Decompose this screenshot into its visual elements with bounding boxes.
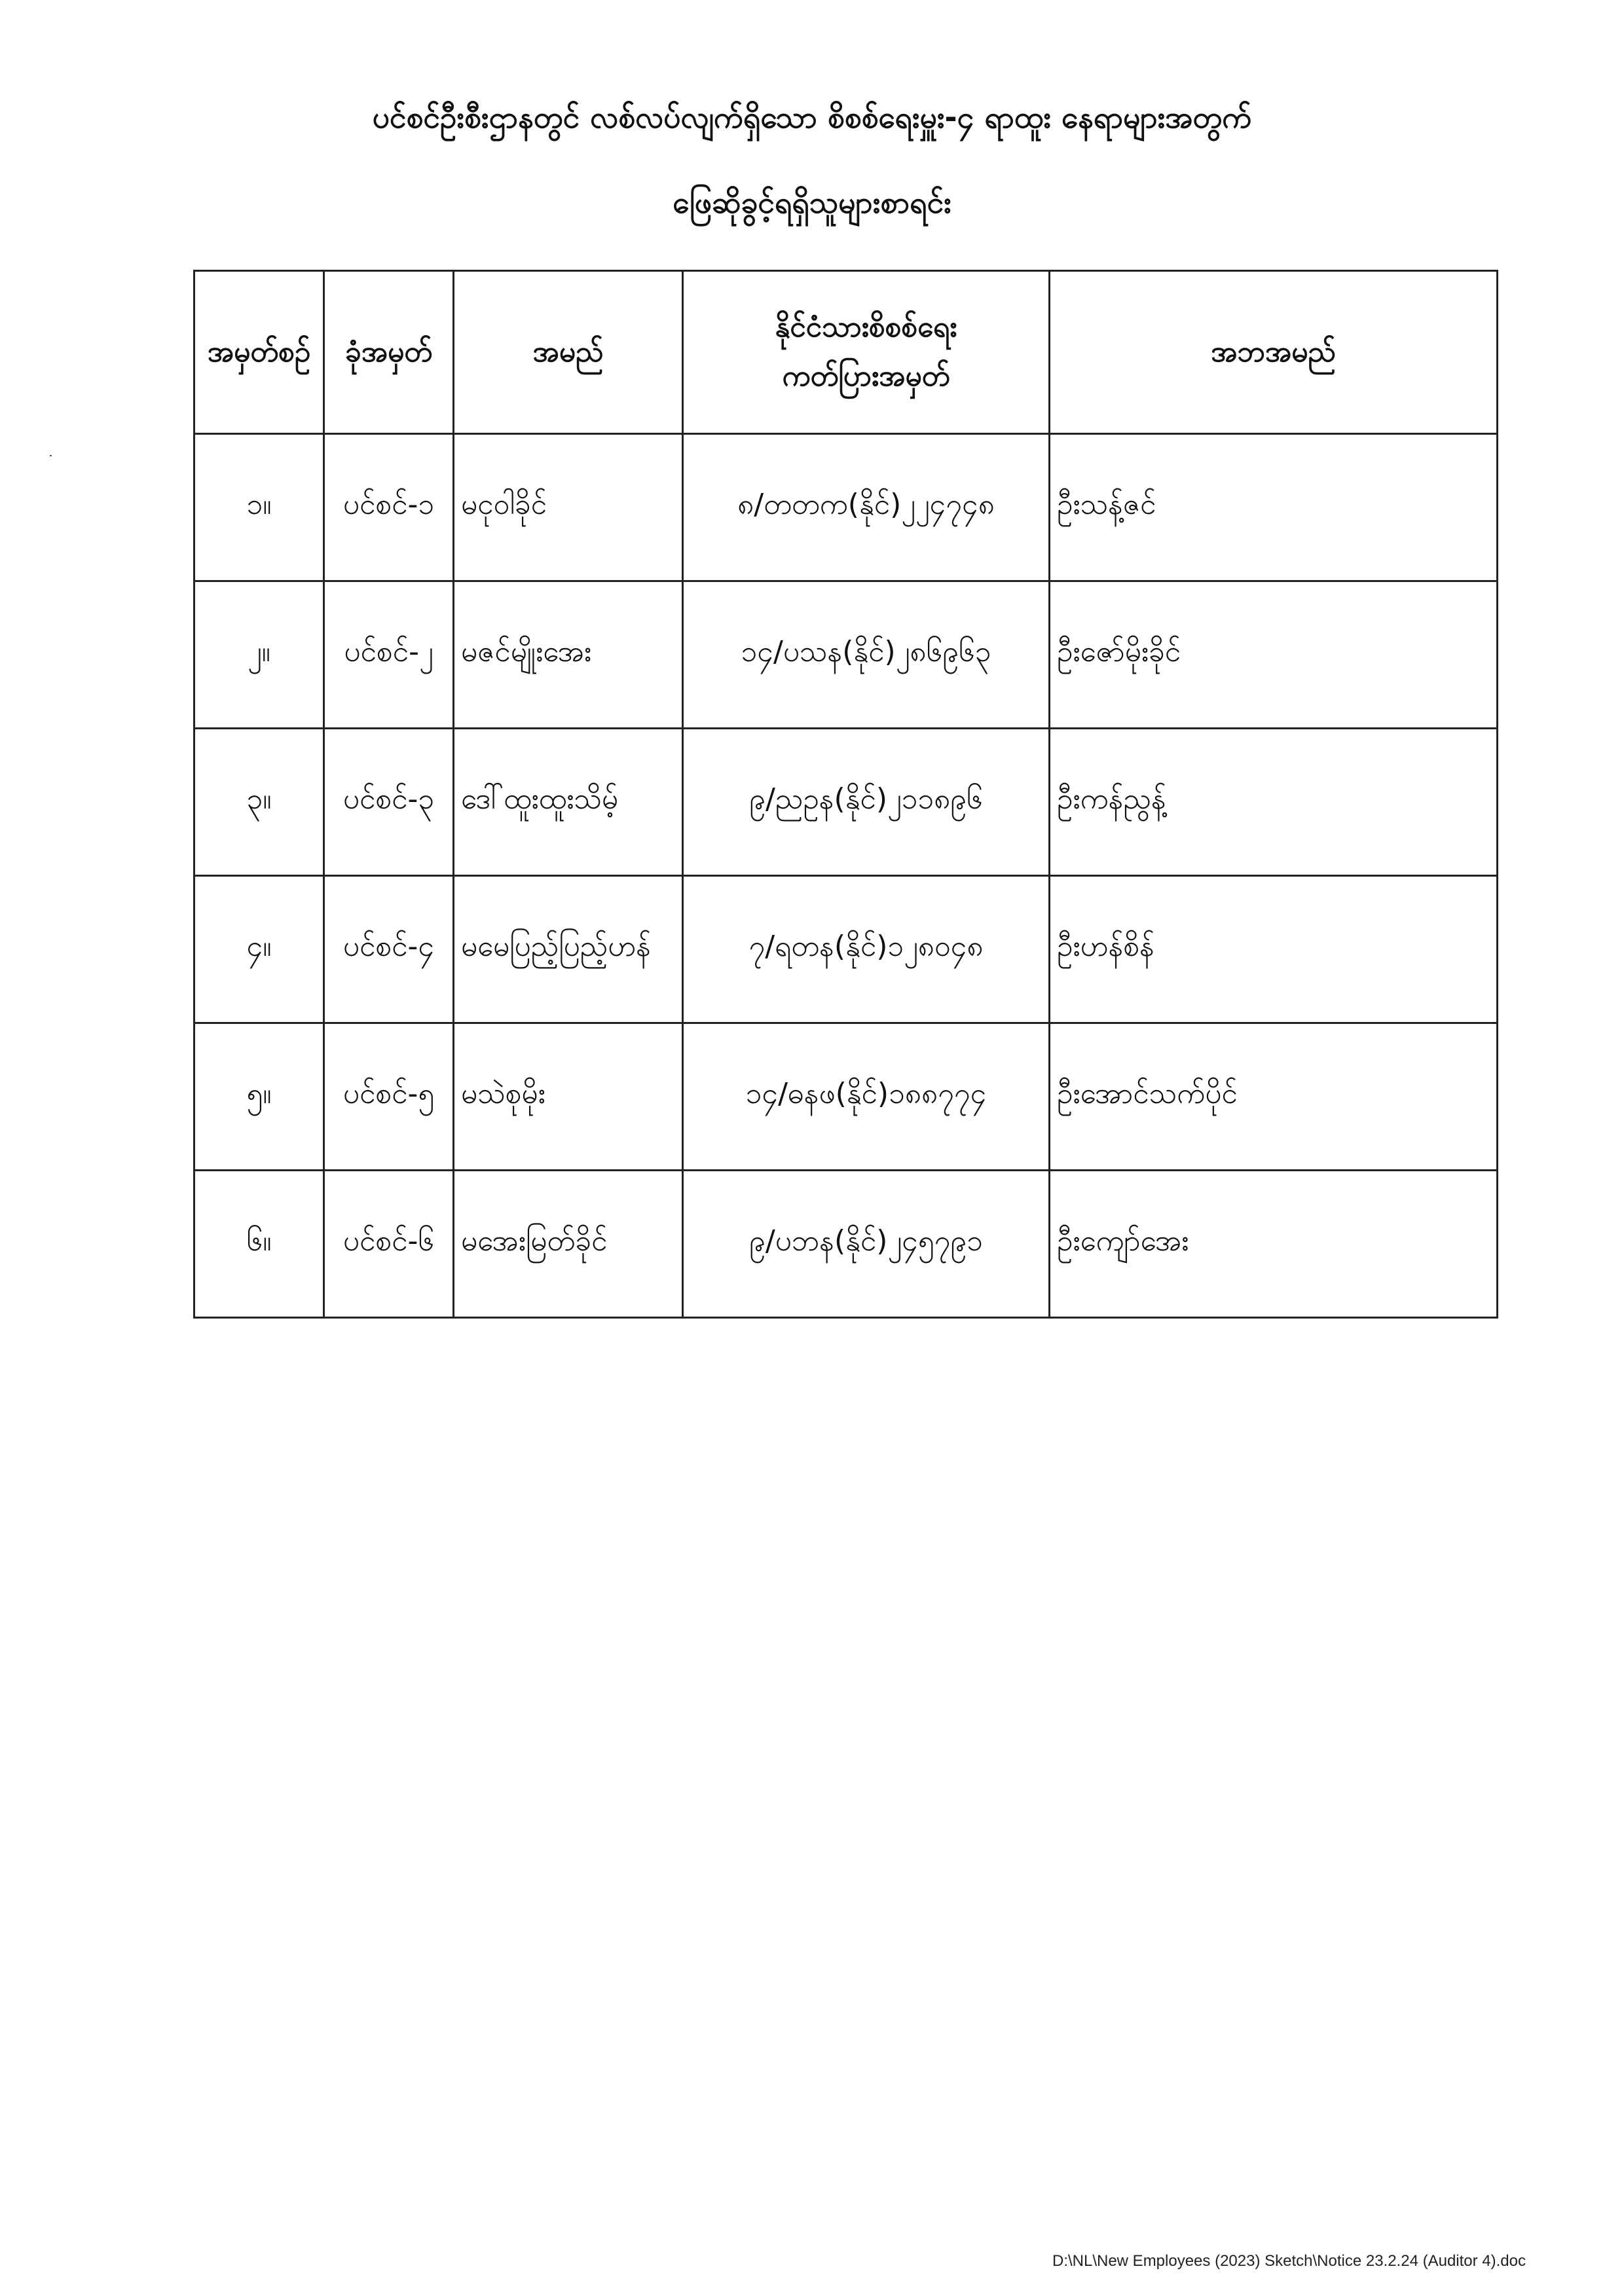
table-row bbox=[194, 434, 1498, 581]
candidate-table bbox=[193, 270, 1498, 1319]
serial-cell: ၅။ bbox=[194, 1023, 324, 1171]
roll-number-cell: ပင်စင်-၃ bbox=[324, 729, 454, 876]
nrc-cell: ၁၄/ပသန(နိုင်)၂၈၆၉၆၃ bbox=[683, 581, 1050, 729]
nrc-cell: ၇/ရတန(နိုင်)၁၂၈၀၄၈ bbox=[683, 876, 1050, 1023]
name-cell: မသဲစုမိုး bbox=[454, 1023, 683, 1171]
roll-number-cell: ပင်စင်-၆ bbox=[324, 1171, 454, 1318]
father-name-cell: ဦးကန်ညွန့် bbox=[1050, 729, 1498, 876]
header-roll-number: ခုံအမှတ် bbox=[324, 271, 454, 434]
table-row bbox=[194, 581, 1498, 729]
nrc-cell: ၉/ပဘန(နိုင်)၂၄၅၇၉၁ bbox=[683, 1171, 1050, 1318]
header-serial: အမှတ်စဉ် bbox=[194, 271, 324, 434]
name-cell: မဇင်မျိုးအေး bbox=[454, 581, 683, 729]
roll-number-cell: ပင်စင်-၁ bbox=[324, 434, 454, 581]
header-name: အမည် bbox=[454, 271, 683, 434]
roll-number-cell: ပင်စင်-၅ bbox=[324, 1023, 454, 1171]
header-nrc bbox=[683, 271, 1050, 434]
table-row bbox=[194, 1023, 1498, 1171]
name-cell: မအေးမြတ်ခိုင် bbox=[454, 1171, 683, 1318]
file-path-footer: D:\NL\New Employees (2023) Sketch\Notice 23.2.24 (Auditor 4).doc bbox=[1052, 2252, 1526, 2270]
father-name-cell: ဦးအောင်သက်ပိုင် bbox=[1050, 1023, 1498, 1171]
roll-number-cell: ပင်စင်-၄ bbox=[324, 876, 454, 1023]
nrc-cell: ၈/တတက(နိုင်)၂၂၄၇၄၈ bbox=[683, 434, 1050, 581]
serial-cell: ၁။ bbox=[194, 434, 324, 581]
table-row bbox=[194, 876, 1498, 1023]
nrc-cell: ၁၄/ဓနဖ(နိုင်)၁၈၈၇၇၄ bbox=[683, 1023, 1050, 1171]
header-nrc-line-1: နိုင်ငံသားစိစစ်ရေး bbox=[775, 310, 957, 344]
father-name-cell: ဦးသန့်ဇင် bbox=[1050, 434, 1498, 581]
father-name-cell: ဦးကျော်အေး bbox=[1050, 1171, 1498, 1318]
name-cell: ဒေါ်ထူးထူးသိမ့် bbox=[454, 729, 683, 876]
table-header-row bbox=[194, 271, 1498, 434]
name-cell: မငုဝါခိုင် bbox=[454, 434, 683, 581]
serial-cell: ၃။ bbox=[194, 729, 324, 876]
header-father-name: အဘအမည် bbox=[1050, 271, 1498, 434]
father-name-cell: ဦးဟန်စိန် bbox=[1050, 876, 1498, 1023]
serial-cell: ၂။ bbox=[194, 581, 324, 729]
document-title-line-2: ဖြေဆိုခွင့်ရရှိသူများစာရင်း bbox=[673, 185, 951, 220]
serial-cell: ၄။ bbox=[194, 876, 324, 1023]
table-row bbox=[194, 1171, 1498, 1318]
document-title-line-1: ပင်စင်ဦးစီးဌာနတွင် လစ်လပ်လျက်ရှိသော စိစစ်ရေးမှူး-၄ ရာထူး နေရာများအတွက် bbox=[372, 100, 1252, 135]
serial-cell: ၆။ bbox=[194, 1171, 324, 1318]
roll-number-cell: ပင်စင်-၂ bbox=[324, 581, 454, 729]
nrc-cell: ၉/ညဥန(နိုင်)၂၁၁၈၉၆ bbox=[683, 729, 1050, 876]
name-cell: မမေပြည့်ပြည့်ဟန် bbox=[454, 876, 683, 1023]
scan-speck bbox=[50, 455, 52, 456]
table-row bbox=[194, 729, 1498, 876]
header-nrc-line-2: ကတ်ပြားအမှတ် bbox=[782, 359, 950, 393]
father-name-cell: ဦးဇော်မိုးခိုင် bbox=[1050, 581, 1498, 729]
